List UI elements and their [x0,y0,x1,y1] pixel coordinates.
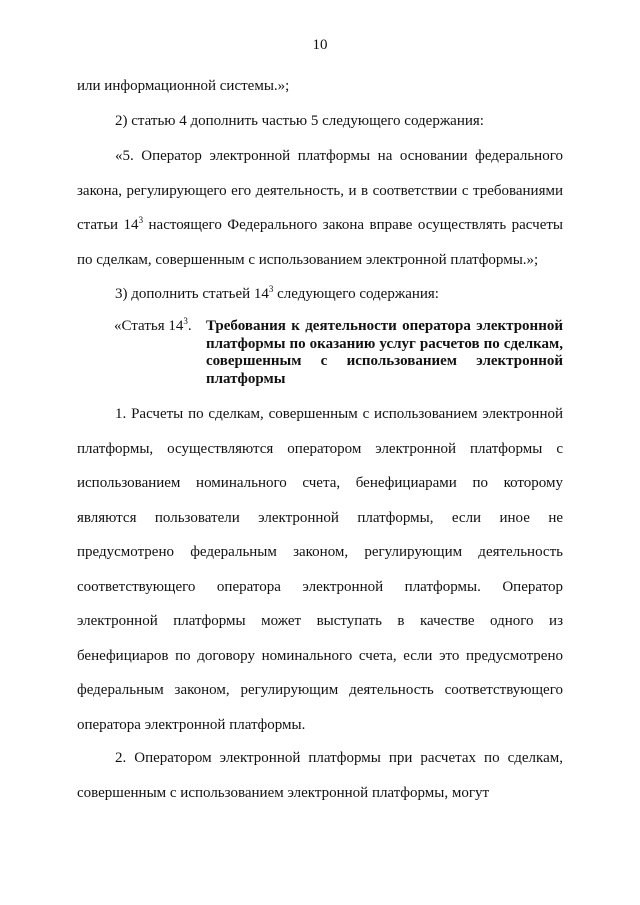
article-title: Требования к деятельности оператора электронной платформы по оказанию услуг расчетов по сделкам, совершенным с использованием электронной платформы [206,318,563,387]
superscript: 3 [138,215,144,225]
article-label: «Статья $14^3$. [114,316,192,334]
superscript: 3 [268,284,274,294]
text-run: «5. Оператор электронной платформы на основании федерального закона, регулирующего его деятельность, и в соответствии с требованиями статьи 14 [77,148,563,233]
paragraph-item-3 [77,277,563,312]
paragraph-item-2: 2) статью 4 дополнить частью 5 следующего содержания: [115,113,484,129]
text-run: 3) дополнить статьей 14 [115,286,269,302]
text-run: настоящего Федерального закона вправе осуществлять расчеты по сделкам, совершенным с использованием электронной платформы.»; [77,217,564,268]
article-paragraph-2: 2. Оператором электронной платформы при расчетах по сделкам, совершенным с использованием электронной платформы, могут [77,750,563,801]
article-paragraph-1: 1. Расчеты по сделкам, совершенным с использованием электронной платформы, осуществляются оператором электронной платформы с использованием номинального счета, бенефициарами по которому являются пользователи электронной платформы, если иное не предусмотрено федеральным законом, регулирующим деятельность соответствующего оператора электронной платформы. Оператор электронной платформы может выступать в качестве одного из бенефициаров по договору номинального счета, если это предусмотрено федеральным законом, регулирующим деятельность соответствующего оператора электронной платформы. [77,406,563,733]
page-number: 10 [312,37,328,53]
superscript: 3 [183,316,188,326]
text-run: следующего содержания: [273,286,439,302]
article-heading [114,318,563,388]
paragraph-continuation: или информационной системы.»; [77,78,290,94]
paragraph-part-5-quote [77,139,563,277]
